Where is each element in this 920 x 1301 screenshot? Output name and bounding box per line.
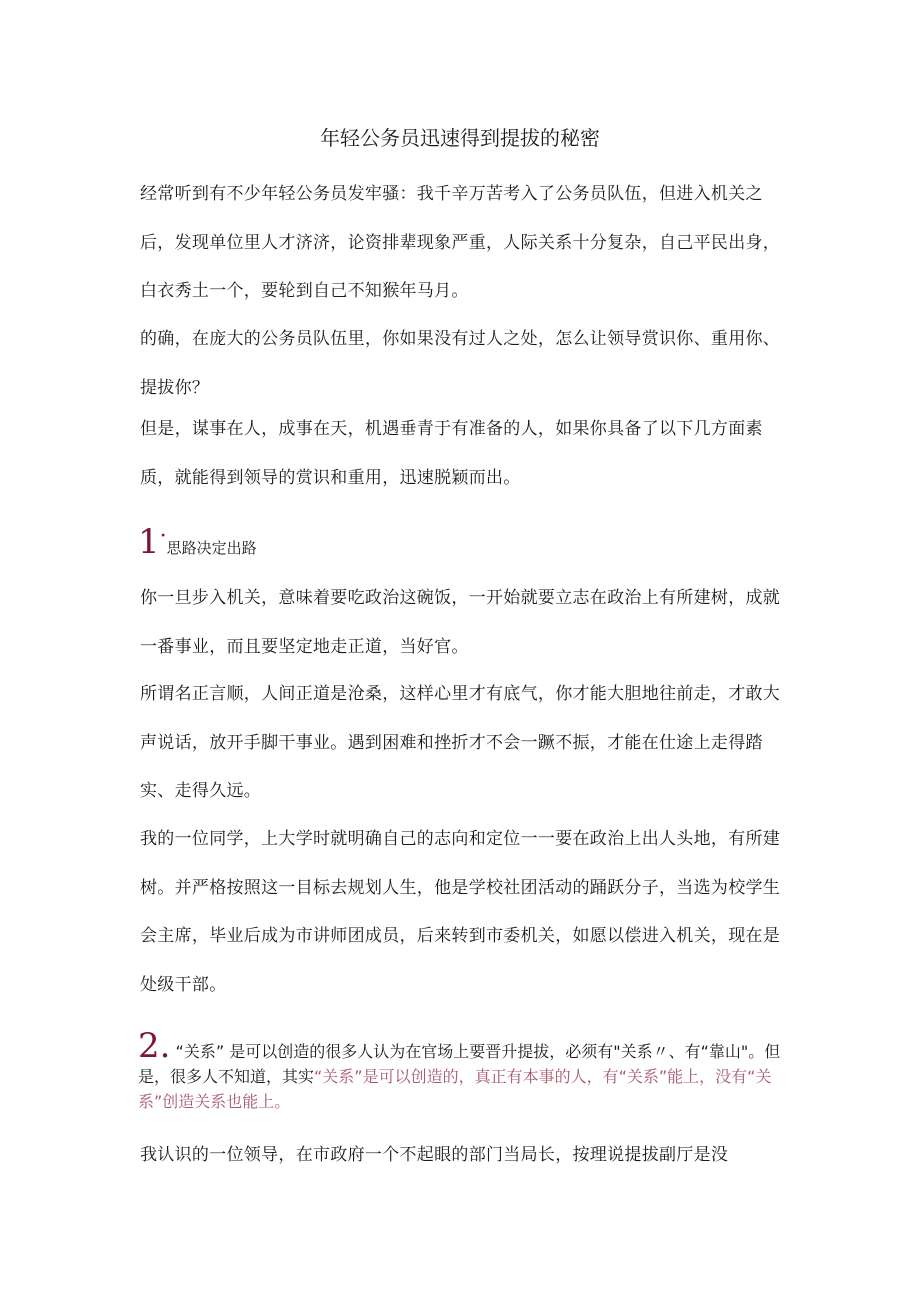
section-1-paragraph-3: 我的一位同学，上大学时就明确自己的志向和定位一一要在政治上出人头地，有所建树。并严格按照这一目标去规划人生，他是学校社团活动的踊跃分子，当选为校学生会主席，毕业后成为市讲师团成员，后来转到市委机关，如愿以偿进入机关，现在是处级干部。	[140, 829, 781, 995]
section-2-highlight: “关系”是可以创造的，真正有本事的人，有“关系”能上，没有“关系”创造关系也能上。	[138, 1067, 772, 1111]
section-1-number: 1	[138, 522, 160, 562]
section-1-paragraph-1: 你一旦步入机关，意味着要吃政治这碗饭，一开始就要立志在政治上有所建树，成就一番事业，而且要坚定地走正道，当好官。	[140, 588, 781, 657]
section-1-title: 思路决定出路	[166, 539, 257, 557]
intro-paragraph-2: 的确，在庞大的公务员队伍里，你如果没有过人之处，怎么让领导赏识你、重用你、提拔你？	[140, 329, 781, 398]
section-1-paragraph-2: 所谓名正言顺，人间正道是沧桑，这样心里才有底气，你才能大胆地往前走，才敢大声说话，放开手脚干事业。遇到困难和挫折才不会一蹶不振，才能在仕途上走得踏实、走得久远。	[140, 684, 781, 801]
section-1-dot: ·	[159, 524, 167, 549]
page-title: 年轻公务员迅速得到提拔的秘密	[320, 126, 600, 150]
section-2-heading	[138, 1026, 788, 1114]
section-2-paragraph-1: 我认识的一位领导，在市政府一个不起眼的部门当局长，按理说提拔副厅是没	[140, 1145, 729, 1165]
section-2-number: 2.	[138, 1026, 171, 1066]
intro-paragraph-3: 但是，谋事在人，成事在天，机遇垂青于有准备的人，如果你具备了以下几方面素质，就能得到领导的赏识和重用，迅速脱颖而出。	[140, 419, 763, 488]
section-2-lead: “关系” 是可以创造的很多人认为在官场上要晋升提拔，必须有"关系〃、有“靠山"。但是，很多人不知道，其实	[138, 1042, 781, 1086]
section-1-heading	[138, 522, 798, 562]
intro-paragraph-1: 经常听到有不少年轻公务员发牢骚：我千辛万苦考入了公务员队伍，但进入机关之后，发现单位里人才济济，论资排辈现象严重，人际关系十分复杂，自己平民出身，白衣秀土一个，要轮到自己不知猴年马月。	[140, 184, 781, 301]
